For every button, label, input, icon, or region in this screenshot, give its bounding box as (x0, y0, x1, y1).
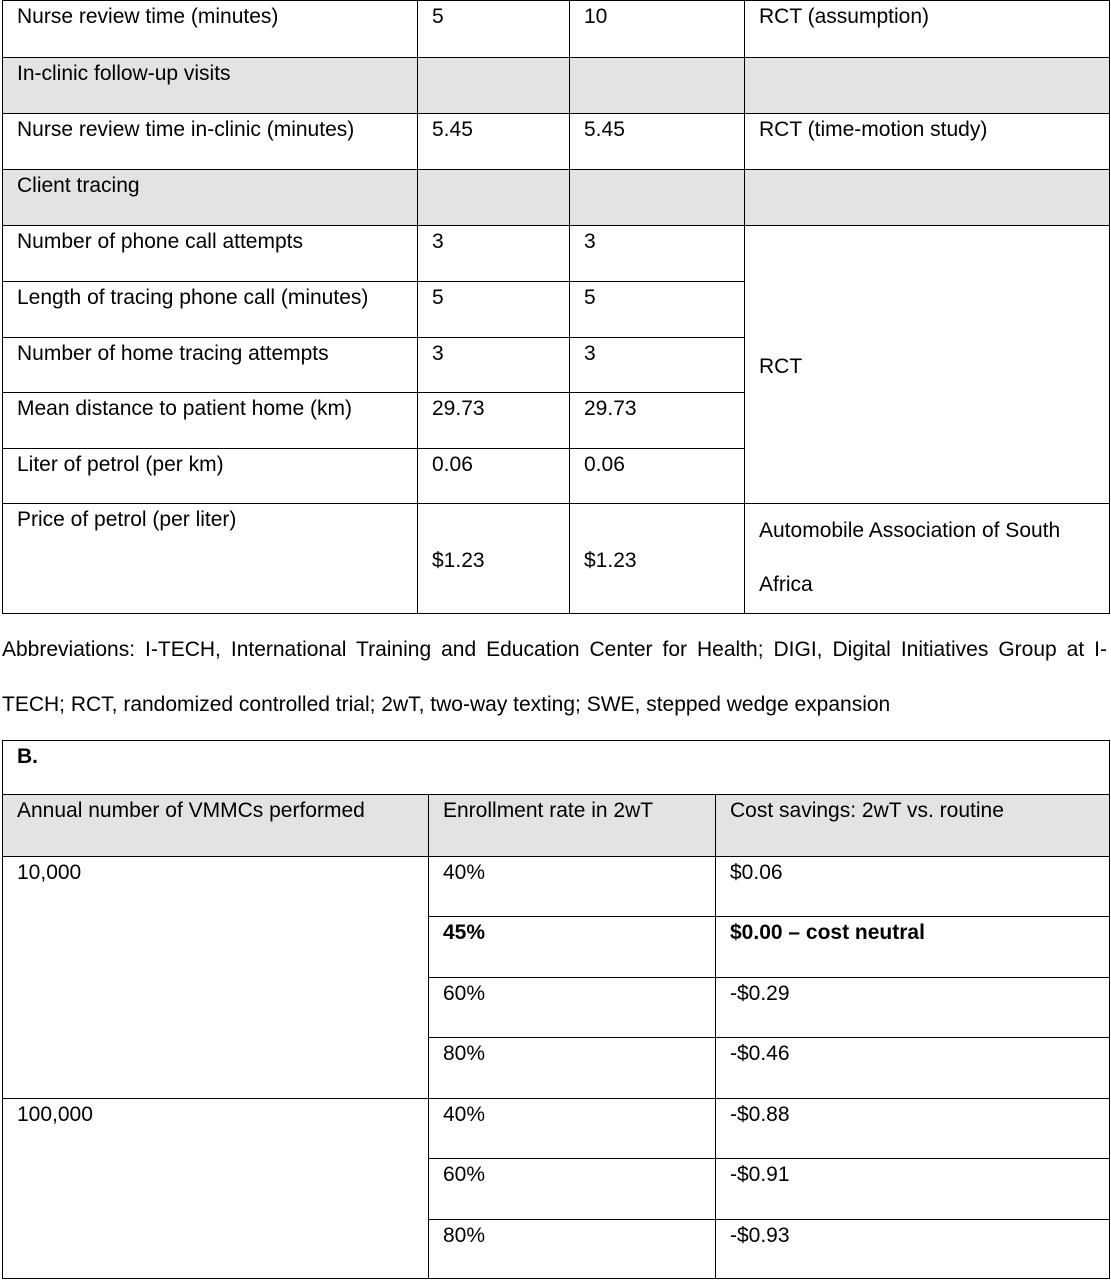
volume-cell: 10,000 (3, 857, 429, 1099)
row-label: Mean distance to patient home (km) (3, 393, 418, 449)
value-cell: 5.45 (418, 114, 570, 170)
section-label: Client tracing (3, 170, 418, 226)
savings-cell: -$0.29 (716, 978, 1110, 1038)
row-label: Number of phone call attempts (3, 226, 418, 282)
rate-cell: 60% (429, 978, 716, 1038)
savings-cell: -$0.93 (716, 1220, 1110, 1279)
value-cell: 3 (570, 338, 745, 393)
table-title-row (3, 741, 1110, 795)
volume-cell: 100,000 (3, 1099, 429, 1279)
table-title: B. (3, 741, 1110, 795)
value-cell: 5 (570, 282, 745, 338)
source-cell: RCT (assumption) (745, 1, 1110, 58)
value-cell: 3 (570, 226, 745, 282)
row-label: Liter of petrol (per km) (3, 449, 418, 504)
source-cell: RCT (time-motion study) (745, 114, 1110, 170)
table-row (3, 1, 1110, 58)
value-cell: 5 (418, 1, 570, 58)
rate-cell: 40% (429, 857, 716, 917)
value-cell: 3 (418, 338, 570, 393)
value-cell: 5 (418, 282, 570, 338)
table-row (3, 226, 1110, 282)
row-label: Number of home tracing attempts (3, 338, 418, 393)
value-cell: 3 (418, 226, 570, 282)
value-cell: 0.06 (418, 449, 570, 504)
row-label: Nurse review time in-clinic (minutes) (3, 114, 418, 170)
cost-savings-table (2, 740, 1110, 1279)
rate-cell: 80% (429, 1220, 716, 1279)
value-cell: $1.23 (570, 504, 745, 614)
value-cell: 29.73 (570, 393, 745, 449)
parameter-table (2, 0, 1110, 614)
rate-cell: 45% (429, 917, 716, 978)
section-label: In-clinic follow-up visits (3, 58, 418, 114)
value-cell: 10 (570, 1, 745, 58)
row-label: Nurse review time (minutes) (3, 1, 418, 58)
table-row (3, 114, 1110, 170)
rate-cell: 40% (429, 1099, 716, 1159)
section-row (3, 170, 1110, 226)
section-row (3, 58, 1110, 114)
table-row (3, 857, 1110, 917)
header-row (3, 795, 1110, 857)
rate-cell: 60% (429, 1159, 716, 1220)
rate-cell: 80% (429, 1038, 716, 1099)
column-header: Enrollment rate in 2wT (429, 795, 716, 857)
table-row (3, 504, 1110, 614)
savings-cell: -$0.46 (716, 1038, 1110, 1099)
value-cell: 0.06 (570, 449, 745, 504)
row-label: Length of tracing phone call (minutes) (3, 282, 418, 338)
savings-cell: -$0.88 (716, 1099, 1110, 1159)
savings-cell: -$0.91 (716, 1159, 1110, 1220)
value-cell: 5.45 (570, 114, 745, 170)
merged-source-cell: RCT (745, 226, 1110, 504)
value-cell: $1.23 (418, 504, 570, 614)
column-header: Cost savings: 2wT vs. routine (716, 795, 1110, 857)
column-header: Annual number of VMMCs performed (3, 795, 429, 857)
abbreviations-note: Abbreviations: I-TECH, International Training and Education Center for Health; DIGI, Digital Initiatives Group at I-TECH; RCT, randomized controlled trial; 2wT, two-way texting; SWE, stepped wedge expansion (2, 638, 1107, 716)
value-cell: 29.73 (418, 393, 570, 449)
savings-cell: $0.00 – cost neutral (716, 917, 1110, 978)
source-cell: Automobile Association of South Africa (745, 504, 1110, 614)
table-row (3, 1099, 1110, 1159)
savings-cell: $0.06 (716, 857, 1110, 917)
row-label: Price of petrol (per liter) (3, 504, 418, 614)
